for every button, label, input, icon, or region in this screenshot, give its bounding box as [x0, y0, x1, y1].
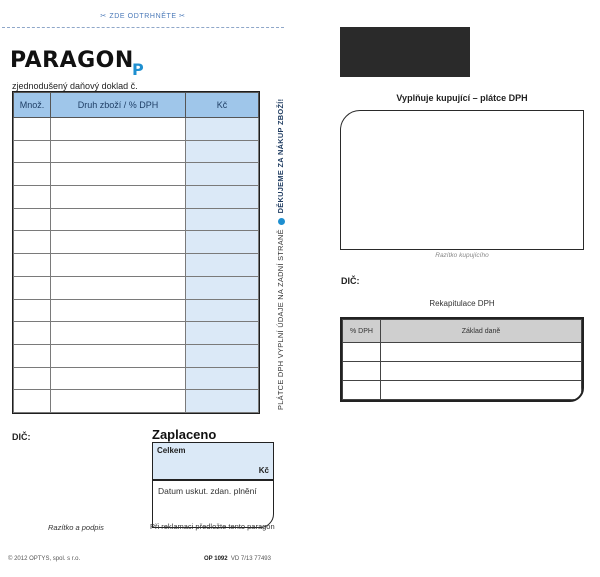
buyer-tax-id-label: DIČ: [341, 276, 360, 286]
goods-cell[interactable] [51, 344, 186, 367]
vat-recap-title: Rekapitulace DPH [429, 299, 495, 308]
quantity-cell[interactable] [14, 254, 51, 277]
copyright-text: © 2012 OPTYS, spol. s r.o. [8, 556, 81, 562]
tax-base-cell[interactable] [381, 362, 582, 381]
amount-cell[interactable] [186, 367, 259, 390]
receipt-title-suffix: P [132, 60, 144, 79]
vat-recap-table [340, 317, 584, 402]
goods-cell[interactable] [51, 208, 186, 231]
blue-dot-icon [278, 218, 285, 225]
total-label: Celkem [157, 446, 186, 455]
quantity-cell[interactable] [14, 299, 51, 322]
product-code-number: OP 1092 [204, 556, 228, 562]
table-row [14, 208, 259, 231]
tear-here-label: ✂ ZDE ODTRHNĚTE ✂ [100, 13, 186, 20]
seller-tax-id-label: DIČ: [12, 432, 31, 442]
quantity-cell[interactable] [14, 118, 51, 141]
redacted-block [340, 27, 470, 77]
quantity-cell[interactable] [14, 140, 51, 163]
table-row [14, 276, 259, 299]
table-row [14, 254, 259, 277]
goods-cell[interactable] [51, 299, 186, 322]
table-row [14, 186, 259, 209]
vertical-side-note [276, 99, 285, 410]
amount-cell[interactable] [186, 322, 259, 345]
amount-cell[interactable] [186, 231, 259, 254]
buyer-stamp-label: Razítko kupujícího [435, 252, 489, 259]
amount-cell[interactable] [186, 208, 259, 231]
table-row [14, 231, 259, 254]
vat-rate-cell[interactable] [343, 343, 381, 362]
col-header-amount: Kč [186, 93, 259, 118]
quantity-cell[interactable] [14, 322, 51, 345]
quantity-cell[interactable] [14, 344, 51, 367]
quantity-cell[interactable] [14, 186, 51, 209]
tax-base-cell[interactable] [381, 381, 582, 400]
quantity-cell[interactable] [14, 367, 51, 390]
table-row [14, 367, 259, 390]
tax-base-cell[interactable] [381, 343, 582, 362]
amount-cell[interactable] [186, 344, 259, 367]
quantity-cell[interactable] [14, 390, 51, 413]
payment-box [152, 442, 274, 528]
receipt-title: PARAGON [10, 48, 134, 73]
total-field[interactable] [153, 443, 273, 481]
table-row [14, 322, 259, 345]
goods-cell[interactable] [51, 163, 186, 186]
goods-cell[interactable] [51, 322, 186, 345]
table-row [14, 118, 259, 141]
table-row [14, 299, 259, 322]
table-row [343, 343, 582, 362]
amount-cell[interactable] [186, 254, 259, 277]
amount-cell[interactable] [186, 140, 259, 163]
quantity-cell[interactable] [14, 276, 51, 299]
table-row [14, 344, 259, 367]
goods-cell[interactable] [51, 186, 186, 209]
goods-cell[interactable] [51, 140, 186, 163]
col-header-quantity: Množ. [14, 93, 51, 118]
amount-cell[interactable] [186, 163, 259, 186]
table-row [14, 390, 259, 413]
paid-heading: Zaplaceno [152, 427, 217, 442]
vat-rate-cell[interactable] [343, 381, 381, 400]
goods-cell[interactable] [51, 231, 186, 254]
quantity-cell[interactable] [14, 163, 51, 186]
stamp-signature-label: Razítko a podpis [48, 523, 104, 532]
goods-cell[interactable] [51, 367, 186, 390]
quantity-cell[interactable] [14, 208, 51, 231]
table-row [343, 381, 582, 400]
side-note-vat-payer: PLÁTCE DPH VYPLNÍ ÚDAJE NA ZADNÍ STRANĚ [276, 229, 285, 410]
quantity-cell[interactable] [14, 231, 51, 254]
goods-cell[interactable] [51, 254, 186, 277]
table-row [14, 140, 259, 163]
complaint-note: Při reklamaci předložte tento paragon [150, 522, 275, 531]
amount-cell[interactable] [186, 276, 259, 299]
goods-cell[interactable] [51, 390, 186, 413]
vat-header-row [343, 320, 582, 343]
items-header-row [14, 93, 259, 118]
buyer-stamp-box[interactable] [340, 110, 584, 250]
taxable-supply-date-label: Datum uskut. zdan. plnění [158, 486, 257, 496]
items-table [12, 91, 260, 414]
side-note-thanks: DĚKUJEME ZA NÁKUP ZBOŽÍ! [276, 98, 285, 214]
tear-line [2, 27, 284, 28]
table-row [343, 362, 582, 381]
goods-cell[interactable] [51, 276, 186, 299]
amount-cell[interactable] [186, 118, 259, 141]
col-header-goods: Druh zboží / % DPH [51, 93, 186, 118]
col-header-tax-base: Základ daně [381, 320, 582, 343]
col-header-vat-rate: % DPH [343, 320, 381, 343]
table-row [14, 163, 259, 186]
amount-cell[interactable] [186, 299, 259, 322]
amount-cell[interactable] [186, 186, 259, 209]
receipt-subtitle: zjednodušený daňový doklad č. [12, 81, 138, 91]
buyer-section-title: Vyplňuje kupující – plátce DPH [396, 93, 528, 103]
product-code [204, 556, 271, 562]
goods-cell[interactable] [51, 118, 186, 141]
total-currency: Kč [258, 466, 269, 475]
product-code-meta: VD 7/13 77493 [230, 556, 271, 562]
amount-cell[interactable] [186, 390, 259, 413]
vat-rate-cell[interactable] [343, 362, 381, 381]
